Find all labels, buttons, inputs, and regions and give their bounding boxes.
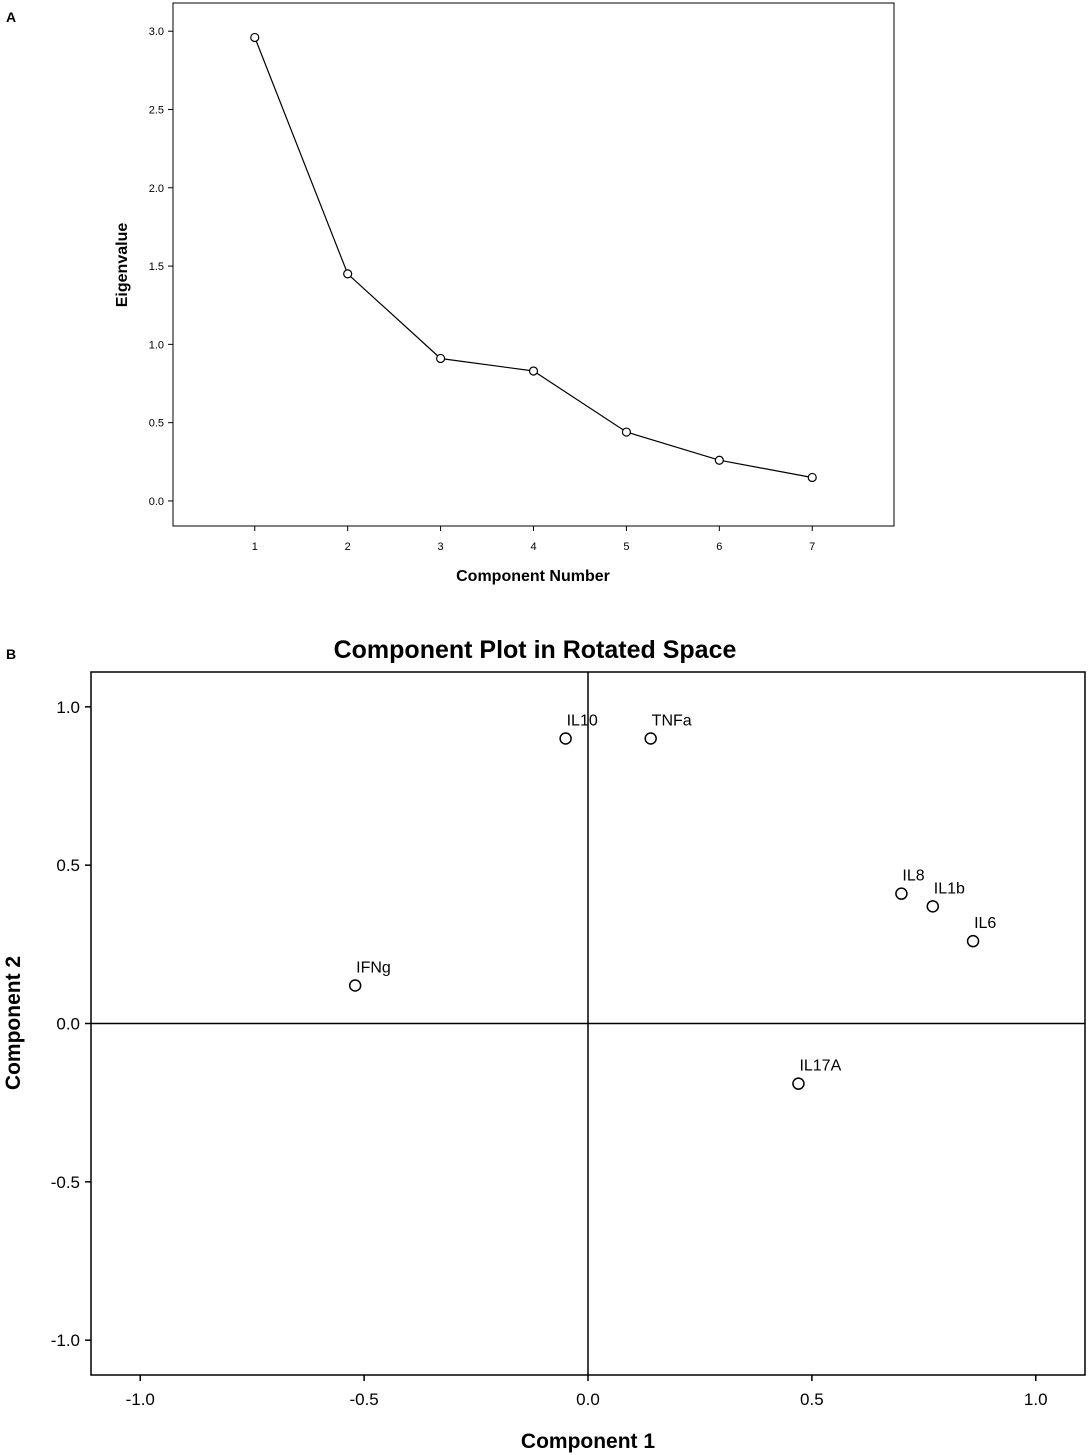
scree-point [437,354,445,362]
scree-y-tick-label: 1.5 [148,261,164,274]
scree-plot-frame [173,3,894,526]
scree-point [344,270,352,278]
scree-x-tick-label: 5 [623,541,630,553]
scree-y-tick-label: 1.0 [148,339,164,352]
component-point-label: TNFa [651,712,692,730]
component-x-tick-label: 0.0 [576,1390,600,1409]
scree-x-tick-label: 3 [437,541,444,553]
component-point [927,901,938,912]
component-point [896,888,907,899]
panel-label-b: B [6,646,17,662]
component-y-tick-label: 0.0 [56,1014,80,1034]
scree-point [808,473,816,481]
component-points [350,713,997,1090]
component-point [560,733,571,744]
component-point-label: IFNg [356,959,391,977]
scree-y-tick-label: 0.0 [148,495,164,508]
component-point [645,733,656,744]
component-y-tick-label: -0.5 [50,1172,80,1192]
component-y-tick-label: 0.5 [56,856,80,876]
component-x-tick-label: 0.5 [800,1390,824,1409]
scree-y-tick-label: 2.0 [148,182,164,195]
panel-label-a: A [6,9,17,25]
component-point-label: IL1b [933,880,965,898]
component-x-tick-label: -1.0 [125,1390,155,1409]
component-y-axis-label: Component 2 [2,955,25,1091]
scree-point [715,456,723,464]
component-x-axis-label: Component 1 [520,1430,656,1453]
component-plot [2,636,1085,1453]
scree-y-tick-label: 2.5 [148,104,164,117]
component-y-tick-label: -1.0 [50,1331,80,1351]
component-plot-title: Component Plot in Rotated Space [333,636,737,664]
component-point-label: IL8 [902,867,925,885]
component-x-tick-label: -0.5 [349,1390,379,1409]
scree-point [530,367,538,375]
scree-point [251,33,259,41]
scree-x-tick-label: 6 [716,541,723,553]
scree-x-axis-label: Component Number [456,568,610,585]
component-y-ticks [51,698,91,1350]
component-point [350,980,361,991]
scree-points [251,33,816,481]
scree-y-axis-label: Eigenvalue [114,222,131,308]
scree-x-tick-label: 2 [344,541,351,553]
scree-plot [6,3,894,585]
scree-y-ticks [149,26,173,508]
scree-point [622,428,630,436]
scree-y-tick-label: 0.5 [148,417,164,430]
component-point-label: IL17A [799,1057,842,1075]
component-x-ticks [126,1375,1048,1409]
component-point-label: IL6 [974,915,997,933]
scree-x-tick-label: 4 [530,541,537,553]
scree-eigenvalue-line [255,37,812,477]
component-point-label: IL10 [566,712,598,730]
scree-x-tick-label: 1 [251,541,258,553]
scree-y-tick-label: 3.0 [148,26,164,39]
component-y-tick-label: 1.0 [56,697,80,717]
component-x-tick-label: 1.0 [1023,1390,1048,1409]
scree-x-ticks [252,526,816,553]
component-point [968,936,979,947]
scree-x-tick-label: 7 [809,541,816,553]
component-point [793,1078,804,1089]
